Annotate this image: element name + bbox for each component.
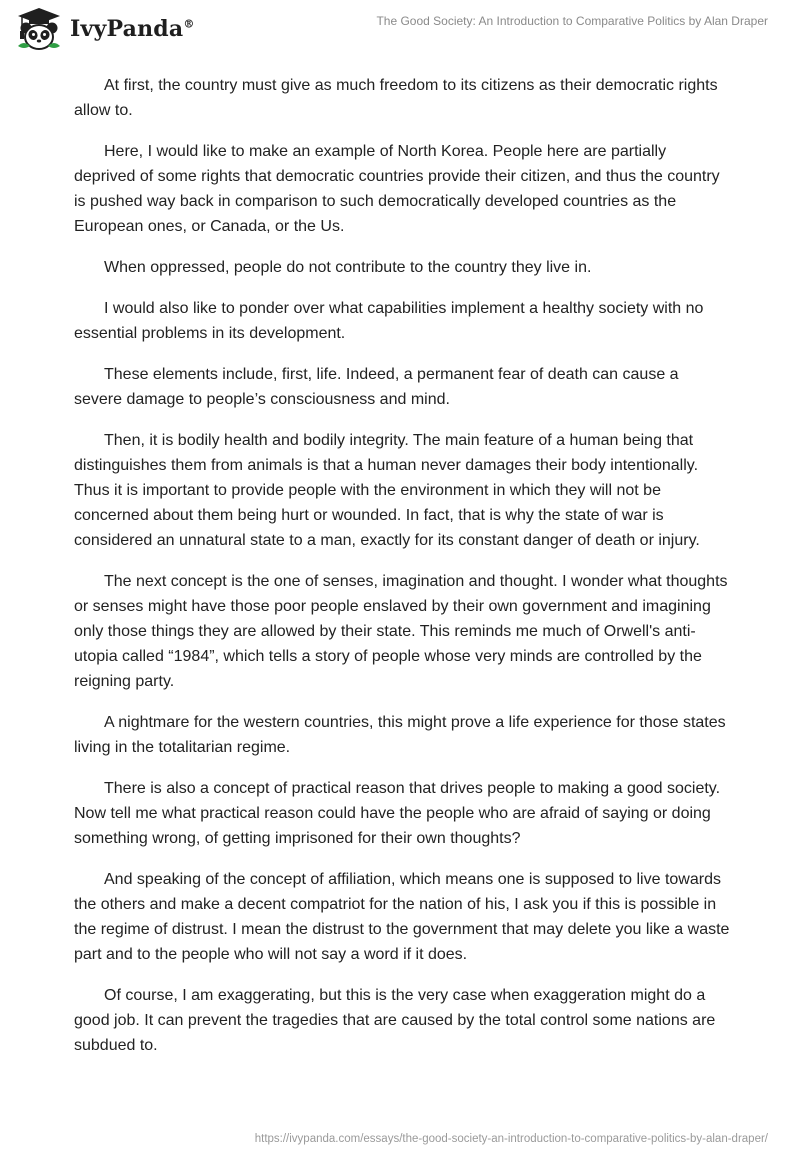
brand-name xyxy=(70,16,195,42)
paragraph: There is also a concept of practical reason that drives people to making a good society. Now tell me what practical reason could have the people who are afraid of saying or doing something wrong, of getting imprisoned for their own thoughts? xyxy=(74,780,721,847)
ivypanda-logo[interactable] xyxy=(14,6,195,52)
panda-graduation-icon xyxy=(14,6,64,52)
essay-body xyxy=(74,73,730,1074)
source-url[interactable]: https://ivypanda.com/essays/the-good-society-an-introduction-to-comparative-politics-by-alan-draper/ xyxy=(254,1133,768,1145)
paragraph: The next concept is the one of senses, imagination and thought. I wonder what thoughts or senses might have those poor people enslaved by their own government and imagining only those things they are allowed by their state. This reminds me much of Orwell's anti-utopia called “1984”, which tells a story of people whose very minds are controlled by the reigning party. xyxy=(74,573,728,690)
brand-text: IvyPanda xyxy=(70,16,184,42)
paragraph: These elements include, first, life. Indeed, a permanent fear of death can cause a severe damage to people’s consciousness and mind. xyxy=(74,366,679,408)
page-header xyxy=(0,0,800,60)
paragraph: At first, the country must give as much freedom to its citizens as their democratic rights allow to. xyxy=(74,77,718,119)
paragraph: Of course, I am exaggerating, but this is the very case when exaggeration might do a good job. It can prevent the tragedies that are caused by the total control some nations are subdued to. xyxy=(74,987,716,1054)
document-title: The Good Society: An Introduction to Comparative Politics by Alan Draper xyxy=(376,14,768,28)
paragraph: Here, I would like to make an example of North Korea. People here are partially deprived of some rights that democratic countries provide their citizen, and thus the country is pushed way back in comparison to such democratically developed countries as the European ones, or Canada, or the Us. xyxy=(74,143,720,235)
paragraph: And speaking of the concept of affiliation, which means one is supposed to live towards the others and make a decent compatriot for the nation of his, I ask you if this is possible in the regime of distrust. I mean the distrust to the government that may delete you like a waste part and to the people who will not say a word if it does. xyxy=(74,871,730,963)
paragraph: Then, it is bodily health and bodily integrity. The main feature of a human being that distinguishes them from animals is that a human never damages their body intentionally. Thus it is important to provide people with the environment in which they will not be concerned about them being hurt or wounded. In fact, that is why the state of war is considered an unnatural state to a man, exactly for its constant danger of death or injury. xyxy=(74,432,700,549)
paragraph: I would also like to ponder over what capabilities implement a healthy society with no essential problems in its development. xyxy=(74,300,704,342)
paragraph: A nightmare for the western countries, this might prove a life experience for those states living in the totalitarian regime. xyxy=(74,714,726,756)
registered-mark: ® xyxy=(183,17,195,31)
paragraph: When oppressed, people do not contribute to the country they live in. xyxy=(104,259,592,276)
